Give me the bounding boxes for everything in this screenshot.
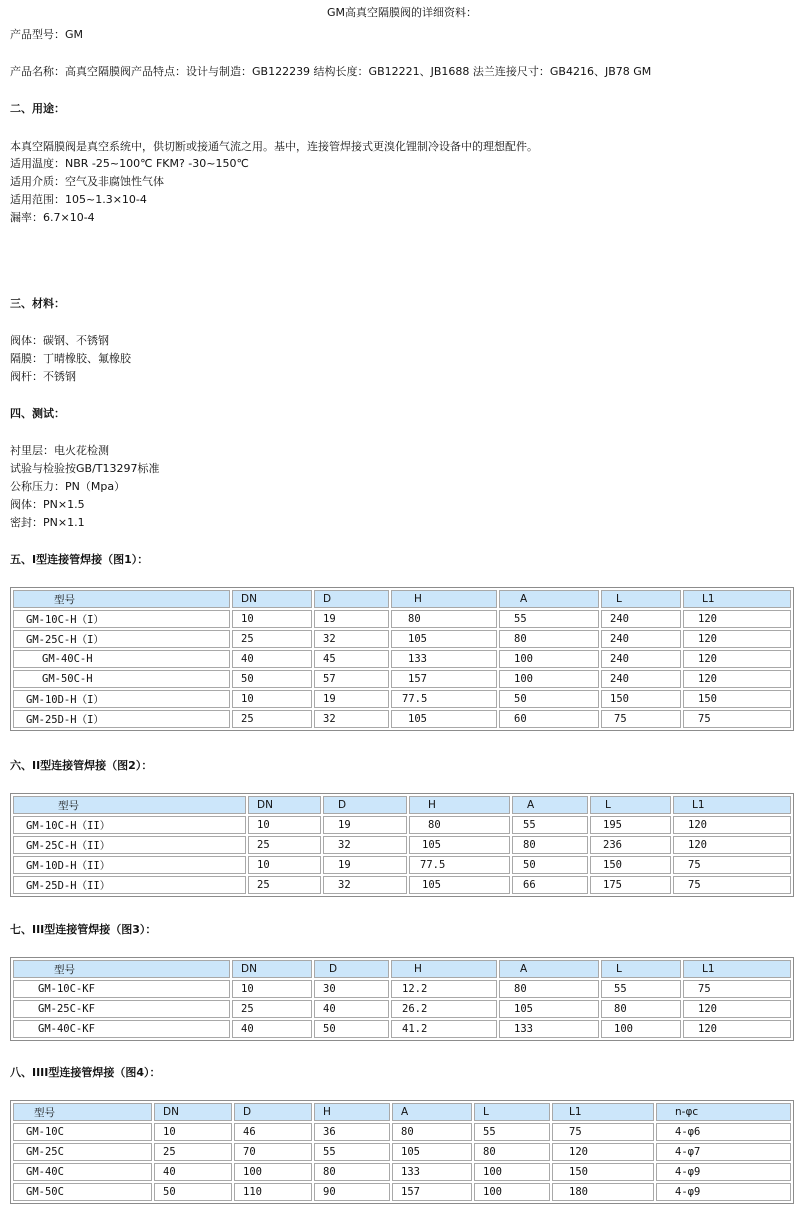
table-cell: 180 [552, 1183, 654, 1201]
table-row [13, 710, 791, 728]
table-cell: 32 [314, 630, 389, 648]
table-cell: GM-25D-H（II） [13, 876, 246, 894]
table-header-row [13, 960, 791, 978]
table-cell: 105 [409, 876, 510, 894]
section-heading-material: 三、材料： [10, 297, 65, 310]
header-cell: DN [232, 590, 312, 608]
table-cell: 240 [601, 610, 681, 628]
section-heading-type2: 六、II型连接管焊接（图2）： [10, 759, 153, 772]
table-cell: 80 [392, 1123, 472, 1141]
table-cell: 133 [392, 1163, 472, 1181]
header-cell: A [512, 796, 588, 814]
test-line: 公称压力：PN（Mpa） [10, 480, 126, 493]
table-cell: 80 [499, 630, 599, 648]
header-cell: L [601, 590, 681, 608]
table-header-row [13, 590, 791, 608]
table-cell: 240 [601, 630, 681, 648]
table-cell: 77.5 [409, 856, 510, 874]
table-cell: GM-40C-KF [13, 1020, 230, 1038]
table-cell: GM-25C-H（II） [13, 836, 246, 854]
header-cell: A [499, 960, 599, 978]
table-row [13, 1183, 791, 1201]
table-cell: 25 [232, 1000, 312, 1018]
table-header-row [13, 796, 791, 814]
header-cell: n-φc [656, 1103, 791, 1121]
table-header-row [13, 1103, 791, 1121]
header-cell: 型号 [13, 960, 230, 978]
table-row [13, 856, 791, 874]
table-cell: GM-10C [13, 1123, 152, 1141]
header-cell: D [314, 960, 389, 978]
product-name: 产品名称：高真空隔膜阀产品特点：设计与制造：GB122239 结构长度：GB12221、JB1688 法兰连接尺寸：GB4216、JB78 GM [10, 65, 652, 78]
table-cell: 105 [499, 1000, 599, 1018]
table-cell: 66 [512, 876, 588, 894]
table-cell: 55 [474, 1123, 550, 1141]
table-row [13, 650, 791, 668]
table-cell: 75 [673, 876, 791, 894]
table-cell: 40 [154, 1163, 232, 1181]
table-cell: GM-25C-KF [13, 1000, 230, 1018]
table-cell: 157 [391, 670, 497, 688]
table-row [13, 876, 791, 894]
table-cell: 80 [409, 816, 510, 834]
table-row [13, 670, 791, 688]
table-cell: 19 [314, 610, 389, 628]
usage-line: 适用介质：空气及非腐蚀性气体 [10, 175, 164, 188]
section-heading-test: 四、测试： [10, 407, 65, 420]
table-cell: 75 [601, 710, 681, 728]
test-line: 密封：PN×1.1 [10, 516, 85, 529]
header-cell: L [601, 960, 681, 978]
table-cell: 10 [232, 610, 312, 628]
header-cell: H [391, 590, 497, 608]
table-cell: 80 [601, 1000, 681, 1018]
table-row [13, 816, 791, 834]
usage-line: 漏率：6.7×10-4 [10, 211, 95, 224]
header-cell: L1 [673, 796, 791, 814]
table-cell: 75 [552, 1123, 654, 1141]
table-cell: GM-40C [13, 1163, 152, 1181]
table-row [13, 1020, 791, 1038]
table-cell: GM-10C-H（I） [13, 610, 230, 628]
table-cell: 240 [601, 670, 681, 688]
table-cell: GM-10C-H（II） [13, 816, 246, 834]
table-cell: 60 [499, 710, 599, 728]
table-cell: 100 [474, 1183, 550, 1201]
table-cell: 25 [154, 1143, 232, 1161]
header-cell: DN [248, 796, 321, 814]
table-cell: 10 [232, 690, 312, 708]
table-cell: 30 [314, 980, 389, 998]
usage-line: 适用温度：NBR -25~100℃ FKM? -30~150℃ [10, 157, 249, 170]
table-cell: 120 [673, 836, 791, 854]
table-cell: 80 [391, 610, 497, 628]
usage-line: 本真空隔膜阀是真空系统中，供切断或接通气流之用。基中，连接管焊接式更溴化锂制冷设备中的理想配件。 [10, 140, 538, 153]
table-cell: 36 [314, 1123, 390, 1141]
table-cell: 32 [314, 710, 389, 728]
header-cell: D [314, 590, 389, 608]
spec-table-type2 [10, 793, 794, 897]
table-cell: 25 [232, 710, 312, 728]
table-cell: 120 [683, 670, 791, 688]
table-cell: 55 [512, 816, 588, 834]
table-cell: 80 [474, 1143, 550, 1161]
table-cell: 32 [323, 836, 407, 854]
header-cell: L1 [552, 1103, 654, 1121]
spec-table-type3 [10, 957, 794, 1041]
table-cell: 120 [683, 650, 791, 668]
table-cell: 100 [474, 1163, 550, 1181]
table-cell: 175 [590, 876, 671, 894]
table-cell: 45 [314, 650, 389, 668]
test-line: 衬里层：电火花检测 [10, 444, 109, 457]
header-cell: DN [232, 960, 312, 978]
table-row [13, 1000, 791, 1018]
table-cell: 133 [499, 1020, 599, 1038]
table-cell: 19 [323, 856, 407, 874]
spec-table-type1 [10, 587, 794, 731]
table-cell: 40 [232, 650, 312, 668]
table-cell: 157 [392, 1183, 472, 1201]
header-cell: H [409, 796, 510, 814]
table-cell: 120 [683, 1020, 791, 1038]
header-cell: L1 [683, 960, 791, 978]
header-cell: H [314, 1103, 390, 1121]
table-row [13, 630, 791, 648]
test-line: 试验与检验按GB/T13297标准 [10, 462, 160, 475]
header-cell: L [474, 1103, 550, 1121]
table-cell: 120 [683, 1000, 791, 1018]
usage-line: 适用范围：105~1.3×10-4 [10, 193, 147, 206]
table-cell: 57 [314, 670, 389, 688]
table-cell: 25 [232, 630, 312, 648]
header-cell: L [590, 796, 671, 814]
table-cell: 100 [601, 1020, 681, 1038]
table-cell: 90 [314, 1183, 390, 1201]
product-model: 产品型号：GM [10, 28, 84, 41]
table-cell: 120 [683, 610, 791, 628]
header-cell: A [499, 590, 599, 608]
table-row [13, 1123, 791, 1141]
table-cell: GM-25C-H（I） [13, 630, 230, 648]
table-cell: 4-φ7 [656, 1143, 791, 1161]
table-cell: 40 [232, 1020, 312, 1038]
page-title: GM高真空隔膜阀的详细资料： [326, 6, 477, 19]
section-heading-type3: 七、III型连接管焊接（图3）： [10, 923, 157, 936]
table-cell: 75 [673, 856, 791, 874]
table-cell: 80 [512, 836, 588, 854]
table-cell: 105 [391, 710, 497, 728]
table-cell: 105 [409, 836, 510, 854]
table-cell: 25 [248, 876, 321, 894]
table-cell: 4-φ6 [656, 1123, 791, 1141]
table-cell: 120 [552, 1143, 654, 1161]
table-cell: 100 [234, 1163, 312, 1181]
table-cell: 50 [499, 690, 599, 708]
table-cell: 133 [391, 650, 497, 668]
table-cell: 150 [590, 856, 671, 874]
test-line: 阀体：PN×1.5 [10, 498, 85, 511]
header-cell: A [392, 1103, 472, 1121]
table-row [13, 836, 791, 854]
table-row [13, 980, 791, 998]
table-cell: 105 [391, 630, 497, 648]
table-cell: 12.2 [391, 980, 497, 998]
header-cell: D [234, 1103, 312, 1121]
table-cell: 41.2 [391, 1020, 497, 1038]
table-cell: 150 [601, 690, 681, 708]
table-cell: 110 [234, 1183, 312, 1201]
material-line: 阀杆：不锈钢 [10, 370, 76, 383]
table-cell: 40 [314, 1000, 389, 1018]
table-cell: GM-25C [13, 1143, 152, 1161]
section-heading-type1: 五、I型连接管焊接（图1）： [10, 553, 149, 566]
table-cell: 46 [234, 1123, 312, 1141]
header-cell: DN [154, 1103, 232, 1121]
table-cell: GM-50C-H [13, 670, 230, 688]
table-cell: 80 [499, 980, 599, 998]
table-cell: 240 [601, 650, 681, 668]
table-row [13, 690, 791, 708]
table-cell: 10 [232, 980, 312, 998]
table-cell: 50 [232, 670, 312, 688]
table-cell: 236 [590, 836, 671, 854]
table-cell: 75 [683, 980, 791, 998]
table-cell: GM-50C [13, 1183, 152, 1201]
table-cell: GM-10C-KF [13, 980, 230, 998]
table-cell: 4-φ9 [656, 1183, 791, 1201]
table-cell: 10 [248, 856, 321, 874]
section-heading-usage: 二、用途： [10, 102, 65, 115]
table-cell: GM-25D-H（I） [13, 710, 230, 728]
header-cell: 型号 [13, 590, 230, 608]
table-cell: 150 [552, 1163, 654, 1181]
header-cell: 型号 [13, 1103, 152, 1121]
table-cell: GM-10D-H（I） [13, 690, 230, 708]
material-line: 隔膜：丁晴橡胶、氟橡胶 [10, 352, 131, 365]
table-cell: 50 [154, 1183, 232, 1201]
table-cell: 120 [673, 816, 791, 834]
table-cell: 55 [601, 980, 681, 998]
table-cell: 150 [683, 690, 791, 708]
table-cell: 77.5 [391, 690, 497, 708]
table-cell: 75 [683, 710, 791, 728]
table-cell: 80 [314, 1163, 390, 1181]
table-cell: 19 [314, 690, 389, 708]
table-cell: 105 [392, 1143, 472, 1161]
table-cell: 120 [683, 630, 791, 648]
table-cell: 50 [512, 856, 588, 874]
table-cell: 4-φ9 [656, 1163, 791, 1181]
table-row [13, 1163, 791, 1181]
table-cell: 55 [499, 610, 599, 628]
header-cell: L1 [683, 590, 791, 608]
table-cell: 10 [154, 1123, 232, 1141]
header-cell: H [391, 960, 497, 978]
table-row [13, 1143, 791, 1161]
table-cell: 26.2 [391, 1000, 497, 1018]
table-cell: 19 [323, 816, 407, 834]
table-cell: 32 [323, 876, 407, 894]
table-cell: 50 [314, 1020, 389, 1038]
spec-table-type4 [10, 1100, 794, 1204]
table-cell: 70 [234, 1143, 312, 1161]
table-cell: GM-40C-H [13, 650, 230, 668]
table-cell: 25 [248, 836, 321, 854]
header-cell: D [323, 796, 407, 814]
table-cell: 55 [314, 1143, 390, 1161]
material-line: 阀体：碳钢、不锈钢 [10, 334, 109, 347]
table-row [13, 610, 791, 628]
table-cell: 10 [248, 816, 321, 834]
table-cell: 100 [499, 650, 599, 668]
section-heading-type4: 八、IIII型连接管焊接（图4）： [10, 1066, 161, 1079]
header-cell: 型号 [13, 796, 246, 814]
table-cell: 100 [499, 670, 599, 688]
table-cell: GM-10D-H（II） [13, 856, 246, 874]
table-cell: 195 [590, 816, 671, 834]
